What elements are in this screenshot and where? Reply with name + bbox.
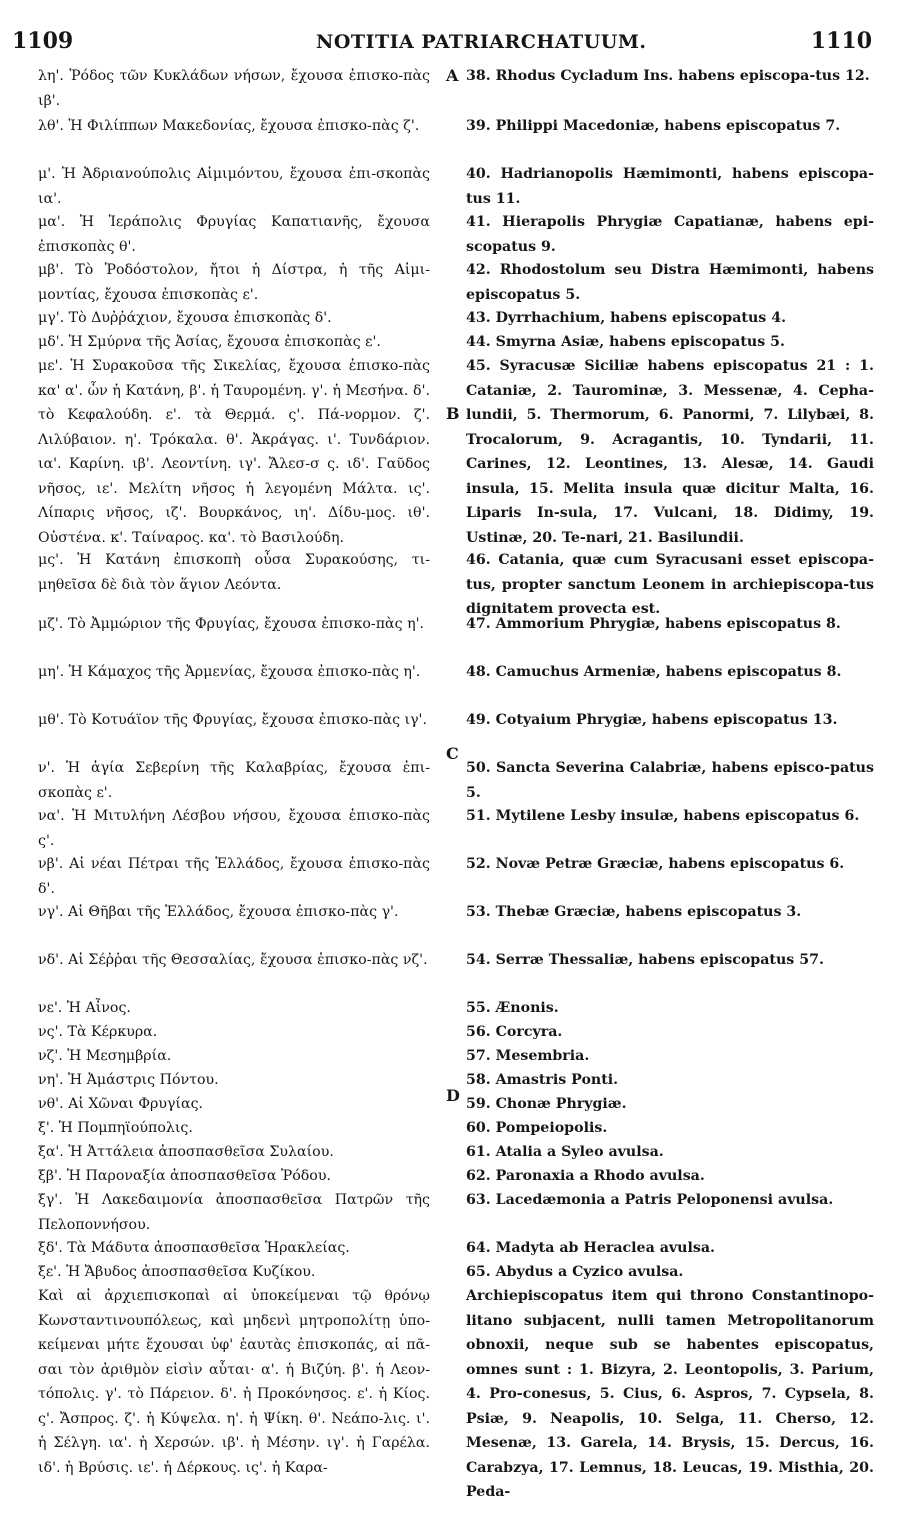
greek-entry-44: μδ'. Ἡ Σμύρνα τῆς Ἀσίας, ἔχουσα ἐπισκοπὰς ε'. bbox=[38, 334, 381, 350]
greek-entry-42: μβ'. Τὸ Ῥοδόστολον, ἤτοι ἡ Δίστρα, ἡ τῆς Αἱμι-μοντίας, ἔχουσα ἐπισκοπὰς ε'. bbox=[38, 262, 430, 303]
greek-entry-47: μζ'. Τὸ Ἀμμώριον τῆς Φρυγίας, ἔχουσα ἐπισκο-πὰς η'. bbox=[38, 616, 424, 632]
latin-entry-64: 64. Madyta ab Heraclea avulsa. bbox=[466, 1240, 715, 1256]
greek-entry-54: νδ'. Αἱ Σέῤῥαι τῆς Θεσσαλίας, ἔχουσα ἐπισκο-πὰς νζ'. bbox=[38, 952, 428, 968]
latin-entry-38: 38. Rhodus Cycladum Ins. habens episcopa-tus 12. bbox=[466, 68, 870, 84]
greek-entry-50: ν'. Ἡ ἁγία Σεβερίνη τῆς Καλαβρίας, ἔχουσα ἐπι-σκοπὰς ε'. bbox=[38, 760, 430, 801]
latin-entry-39: 39. Philippi Macedoniæ, habens episcopatus 7. bbox=[466, 118, 841, 134]
greek-entry-57: νζ'. Ἡ Μεσημβρία. bbox=[38, 1048, 172, 1064]
page-number-right: 1110 bbox=[810, 28, 872, 54]
latin-entry-61: 61. Atalia a Syleo avulsa. bbox=[466, 1144, 664, 1160]
latin-entry-53: 53. Thebæ Græciæ, habens episcopatus 3. bbox=[466, 904, 802, 920]
greek-entry-56: νς'. Τὰ Κέρκυρα. bbox=[38, 1024, 158, 1040]
latin-entry-63: 63. Lacedæmonia a Patris Peloponensi avulsa. bbox=[466, 1192, 834, 1208]
margin-letter-b: B bbox=[446, 404, 460, 423]
greek-entry-45: με'. Ἡ Συρακοῦσα τῆς Σικελίας, ἔχουσα ἐπισκο-πὰς κα' α'. ὧν ἡ Κατάνη, β'. ἡ Ταυρομένη. γ'. ἡ Μεσήνα. δ'. τὸ Κεφαλούδη. ε'. τὰ Θερμά. ς'. Πά-νορμον. ζ'. Λιλύβαιον. η'. Τρόκαλα. θ'. Ἀκράγας. ι'. Τυνδάριον. ια'. Καρίνη. ιβ'. Λεοντίνη. ιγ'. Ἄλεσ-σ ς. ιδ'. Γαῦδος νῆσος, ιε'. Μελίτη νῆσος ἡ λεγομένη Μάλτα. ις'. Λίπαρις νῆσος, ιζ'. Βουρκάνος, ιη'. Δίδυ-μος. ιθ'. Οὐστένα. κ'. Ταίναρος. κα'. τὸ Βασιλούδη. bbox=[38, 358, 430, 546]
margin-letter-a: A bbox=[446, 66, 459, 85]
latin-entry-41: 41. Hierapolis Phrygiæ Capatianæ, habens epi-scopatus 9. bbox=[466, 214, 874, 255]
greek-entry-41: μα'. Ἡ Ἱεράπολις Φρυγίας Καπατιανῆς, ἔχουσα ἐπισκοπὰς θ'. bbox=[38, 214, 430, 255]
latin-entry-46: 46. Catania, quæ cum Syracusani esset episcopa-tus, propter sanctum Leonem in archiepiscopa-tus dignitatem provecta est. bbox=[466, 552, 874, 617]
greek-archiepiscopates-paragraph: Καὶ αἱ ἀρχιεπισκοπαὶ αἱ ὑποκείμεναι τῷ θρόνῳ Κωνσταντινουπόλεως, καὶ μηδενὶ μητροπολίτῃ ὑπο-κείμεναι μήτε ἔχουσαι ὑφ' ἑαυτὰς ἐπισκοπάς, αἱ πᾶ-σαι τὸν ἀριθμὸν εἰσὶν αὗται· α'. ἡ Βιζύη. β'. ἡ Λεον-τόπολις. γ'. τὸ Πάρειον. δ'. ἡ Προκόνησος. ε'. ἡ Κίος. ς'. Ἄσπρος. ζ'. ἡ Κύψελα. η'. ἡ Ψίκη. θ'. Νεάπο-λις. ι'. ἡ Σέλγη. ια'. ἡ Χερσών. ιβ'. ἡ Μέσην. ιγ'. ἡ Γαρέλα. ιδ'. ἡ Βρύσις. ιε'. ἡ Δέρκους. ις'. ἡ Καρα- bbox=[38, 1288, 430, 1476]
greek-entry-40: μ'. Ἡ Ἀδριανούπολις Αἱμιμόντου, ἔχουσα ἐπι-σκοπὰς ια'. bbox=[38, 166, 430, 207]
greek-entry-59: νθ'. Αἱ Χῶναι Φρυγίας. bbox=[38, 1096, 204, 1112]
greek-entry-63: ξγ'. Ἡ Λακεδαιμονία ἀποσπασθεῖσα Πατρῶν τῆς Πελοποννήσου. bbox=[38, 1192, 430, 1233]
greek-entry-48: μη'. Ἡ Κάμαχος τῆς Ἀρμενίας, ἔχουσα ἐπισκο-πὰς η'. bbox=[38, 664, 421, 680]
latin-entry-49: 49. Cotyaium Phrygiæ, habens episcopatus 13. bbox=[466, 712, 838, 728]
latin-entry-43: 43. Dyrrhachium, habens episcopatus 4. bbox=[466, 310, 787, 326]
greek-entry-60: ξ'. Ἡ Πομπηϊούπολις. bbox=[38, 1120, 193, 1136]
greek-entry-65: ξε'. Ἡ Ἄβυδος ἀποσπασθεῖσα Κυζίκου. bbox=[38, 1264, 316, 1280]
latin-entry-59: 59. Chonæ Phrygiæ. bbox=[466, 1096, 627, 1112]
latin-entry-60: 60. Pompeiopolis. bbox=[466, 1120, 608, 1136]
running-header bbox=[0, 0, 902, 54]
greek-entry-61: ξα'. Ἡ Ἀττάλεια ἀποσπασθεῖσα Συλαίου. bbox=[38, 1144, 334, 1160]
page-number-left: 1109 bbox=[12, 28, 74, 54]
greek-entry-55: νε'. Ἡ Αἶνος. bbox=[38, 1000, 131, 1016]
latin-entry-56: 56. Corcyra. bbox=[466, 1024, 563, 1040]
latin-entry-47: 47. Ammorium Phrygiæ, habens episcopatus 8. bbox=[466, 616, 841, 632]
latin-entry-51: 51. Mytilene Lesby insulæ, habens episcopatus 6. bbox=[466, 808, 860, 824]
greek-entry-39: λθ'. Ἡ Φιλίππων Μακεδονίας, ἔχουσα ἐπισκο-πὰς ζ'. bbox=[38, 118, 420, 134]
greek-entry-52: νβ'. Αἱ νέαι Πέτραι τῆς Ἑλλάδος, ἔχουσα ἐπισκο-πὰς δ'. bbox=[38, 856, 430, 897]
latin-entry-40: 40. Hadrianopolis Hæmimonti, habens episcopa-tus 11. bbox=[466, 166, 874, 207]
greek-entry-43: μγ'. Τὸ Δυῤῥάχιον, ἔχουσα ἐπισκοπὰς δ'. bbox=[38, 310, 332, 326]
greek-entry-62: ξβ'. Ἡ Παροναξία ἀποσπασθεῖσα Ῥόδου. bbox=[38, 1168, 331, 1184]
latin-entry-45: 45. Syracusæ Siciliæ habens episcopatus 21 : 1. Cataniæ, 2. Taurominæ, 3. Messenæ, 4. Cepha-lundii, 5. Thermorum, 6. Panormi, 7. Lilybæi, 8. Trocalorum, 9. Acragantis, 10. Tyndarii, 11. Carines, 12. Leontines, 13. Alesæ, 14. Gaudi insula, 15. Melita insula quæ dicitur Malta, 16. Liparis In-sula, 17. Vulcani, 18. Didimy, 19. Ustinæ, 20. Te-nari, 21. Basilundii. bbox=[466, 358, 874, 546]
greek-entry-49: μθ'. Τὸ Κοτυάϊον τῆς Φρυγίας, ἔχουσα ἐπισκο-πὰς ιγ'. bbox=[38, 712, 427, 728]
latin-entry-65: 65. Abydus a Cyzico avulsa. bbox=[466, 1264, 684, 1280]
margin-letter-d: D bbox=[446, 1086, 460, 1105]
latin-entry-57: 57. Mesembria. bbox=[466, 1048, 590, 1064]
latin-archiepiscopates-paragraph: Archiepiscopatus item qui throno Constantinopo-litano subjacent, nulli tamen Metropolitanorum obnoxii, neque sub se habentes episcopatus, omnes sunt : 1. Bizyra, 2. Leontopolis, 3. Parium, 4. Pro-conesus, 5. Cius, 6. Aspros, 7. Cypsela, 8. Psiæ, 9. Neapolis, 10. Selga, 11. Cherso, 12. Mesenæ, 13. Garela, 14. Brysis, 15. Dercus, 16. Carabzya, 17. Lemnus, 18. Leucas, 19. Misthia, 20. Peda- bbox=[466, 1288, 874, 1500]
latin-entry-48: 48. Camuchus Armeniæ, habens episcopatus 8. bbox=[466, 664, 842, 680]
greek-entry-46: μς'. Ἡ Κατάνη ἐπισκοπὴ οὖσα Συρακούσης, τι-μηθεῖσα δὲ διὰ τὸν ἅγιον Λεόντα. bbox=[38, 552, 430, 593]
greek-entry-64: ξδ'. Τὰ Μάδυτα ἀποσπασθεῖσα Ἡρακλείας. bbox=[38, 1240, 350, 1256]
latin-entry-44: 44. Smyrna Asiæ, habens episcopatus 5. bbox=[466, 334, 785, 350]
margin-letter-c: C bbox=[446, 744, 459, 763]
latin-entry-50: 50. Sancta Severina Calabriæ, habens episco-patus 5. bbox=[466, 760, 874, 801]
latin-entry-58: 58. Amastris Ponti. bbox=[466, 1072, 619, 1088]
latin-entry-52: 52. Novæ Petræ Græciæ, habens episcopatus 6. bbox=[466, 856, 845, 872]
latin-entry-54: 54. Serræ Thessaliæ, habens episcopatus 57. bbox=[466, 952, 824, 968]
greek-entry-38: λη'. Ῥόδος τῶν Κυκλάδων νήσων, ἔχουσα ἐπισκο-πὰς ιβ'. bbox=[38, 68, 430, 109]
greek-entry-51: να'. Ἡ Μιτυλήνη Λέσβου νήσου, ἔχουσα ἐπισκο-πὰς ς'. bbox=[38, 808, 430, 849]
latin-entry-42: 42. Rhodostolum seu Distra Hæmimonti, habens episcopatus 5. bbox=[466, 262, 874, 303]
greek-entry-53: νγ'. Αἱ Θῆβαι τῆς Ἑλλάδος, ἔχουσα ἐπισκο-πὰς γ'. bbox=[38, 904, 399, 920]
latin-entry-62: 62. Paronaxia a Rhodo avulsa. bbox=[466, 1168, 705, 1184]
greek-entry-58: νη'. Ἡ Ἀμάστρις Πόντου. bbox=[38, 1072, 219, 1088]
latin-entry-55: 55. Ænonis. bbox=[466, 1000, 559, 1016]
running-title: NOTITIA PATRIARCHATUUM. bbox=[316, 31, 647, 53]
